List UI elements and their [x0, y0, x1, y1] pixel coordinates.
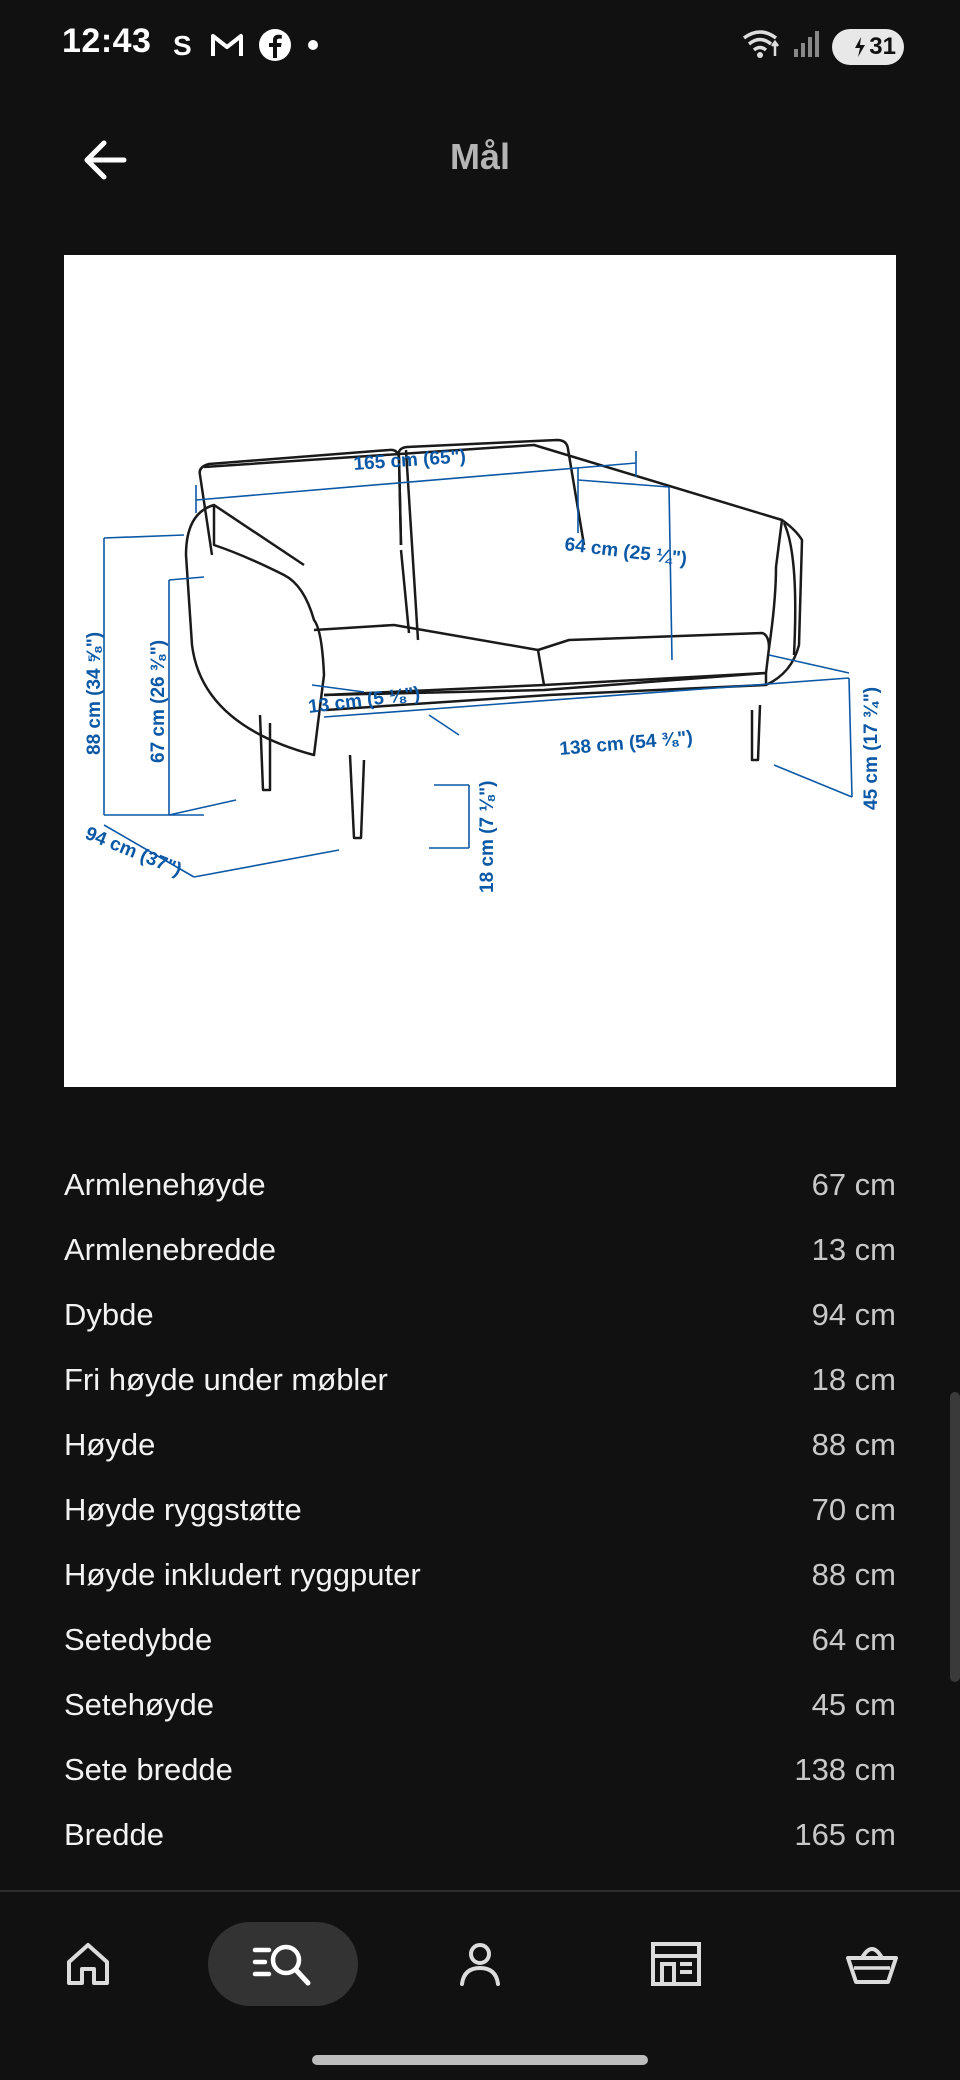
- spec-value: 64 cm: [811, 1621, 896, 1657]
- dot-icon: [306, 38, 320, 57]
- spec-row: [64, 1152, 896, 1217]
- spec-label: Sete bredde: [64, 1751, 233, 1787]
- facebook-icon: [258, 28, 292, 67]
- spec-row: [64, 1477, 896, 1542]
- spec-value: 138 cm: [794, 1751, 896, 1787]
- home-indicator[interactable]: [312, 2055, 648, 2065]
- dimension-spec-list: [64, 1152, 896, 1867]
- spec-label: Høyde: [64, 1426, 156, 1462]
- bottom-nav: [0, 1892, 960, 2080]
- svg-text:S: S: [173, 30, 192, 60]
- spec-label: Setedybde: [64, 1621, 213, 1657]
- nav-home[interactable]: [48, 1924, 128, 2004]
- spec-row: [64, 1672, 896, 1737]
- dim-label-seat-width: 138 cm (54 ⅜"): [558, 727, 694, 760]
- status-time: 12:43: [62, 22, 152, 60]
- system-icons: [742, 28, 904, 65]
- nav-profile[interactable]: [440, 1924, 520, 2004]
- dim-label-seat-depth: 64 cm (25 ¼"): [563, 534, 689, 570]
- spec-row: [64, 1542, 896, 1607]
- spec-row: [64, 1737, 896, 1802]
- dim-label-height: 88 cm (34 ⅝"): [84, 631, 105, 755]
- spec-label: Høyde ryggstøtte: [64, 1491, 302, 1527]
- nav-search[interactable]: [243, 1924, 323, 2004]
- store-icon: [648, 1938, 704, 1990]
- notification-icons: [170, 28, 320, 67]
- dim-label-depth: 94 cm (37"): [82, 823, 185, 881]
- spec-row: [64, 1802, 896, 1867]
- dim-label-armrest-height: 67 cm (26 ⅜"): [148, 639, 169, 763]
- scrollbar[interactable]: [950, 1392, 960, 1682]
- home-icon: [62, 1938, 114, 1990]
- dimension-diagram: [64, 255, 896, 1087]
- sofa-illustration: [64, 255, 896, 1087]
- spec-label: Armlenehøyde: [64, 1166, 266, 1202]
- nav-store[interactable]: [636, 1924, 716, 2004]
- dim-label-clearance: 18 cm (7 ⅛"): [477, 780, 498, 893]
- spec-row: [64, 1347, 896, 1412]
- sofa-outline: [186, 440, 802, 838]
- spec-label: Bredde: [64, 1816, 164, 1852]
- dim-label-seat-height: 45 cm (17 ¾"): [861, 686, 882, 810]
- status-bar: [0, 0, 960, 96]
- wifi-icon: [742, 28, 782, 65]
- gmail-icon: [210, 31, 244, 64]
- spec-label: Høyde inkludert ryggputer: [64, 1556, 421, 1592]
- spec-row: [64, 1282, 896, 1347]
- page-title: Mål: [449, 136, 510, 177]
- basket-icon: [844, 1938, 900, 1990]
- spec-label: Dybde: [64, 1296, 154, 1332]
- profile-icon: [454, 1938, 506, 1990]
- spec-label: Fri høyde under møbler: [64, 1361, 388, 1397]
- spec-label: Armlenebredde: [64, 1231, 276, 1267]
- spec-value: 165 cm: [794, 1816, 896, 1852]
- spec-value: 45 cm: [811, 1686, 896, 1722]
- nav-basket[interactable]: [832, 1924, 912, 2004]
- dim-label-armrest-width: 13 cm (5 ⅛"): [307, 683, 422, 718]
- dim-label-width: 165 cm (65"): [352, 446, 467, 475]
- spec-row: [64, 1412, 896, 1477]
- battery-level: 31: [869, 32, 896, 60]
- s-icon: [170, 30, 196, 65]
- spec-value: 13 cm: [811, 1231, 896, 1267]
- spec-row: [64, 1217, 896, 1282]
- charging-icon: [853, 36, 867, 58]
- spec-label: Setehøyde: [64, 1686, 214, 1722]
- spec-value: 88 cm: [811, 1556, 896, 1592]
- search-icon: [251, 1938, 315, 1990]
- spec-value: 18 cm: [811, 1361, 896, 1397]
- spec-value: 88 cm: [811, 1426, 896, 1462]
- spec-value: 67 cm: [811, 1166, 896, 1202]
- spec-row: [64, 1607, 896, 1672]
- spec-value: 94 cm: [811, 1296, 896, 1332]
- spec-value: 70 cm: [811, 1491, 896, 1527]
- app-header: [0, 96, 960, 220]
- signal-icon: [792, 29, 822, 64]
- battery-indicator: [832, 29, 904, 65]
